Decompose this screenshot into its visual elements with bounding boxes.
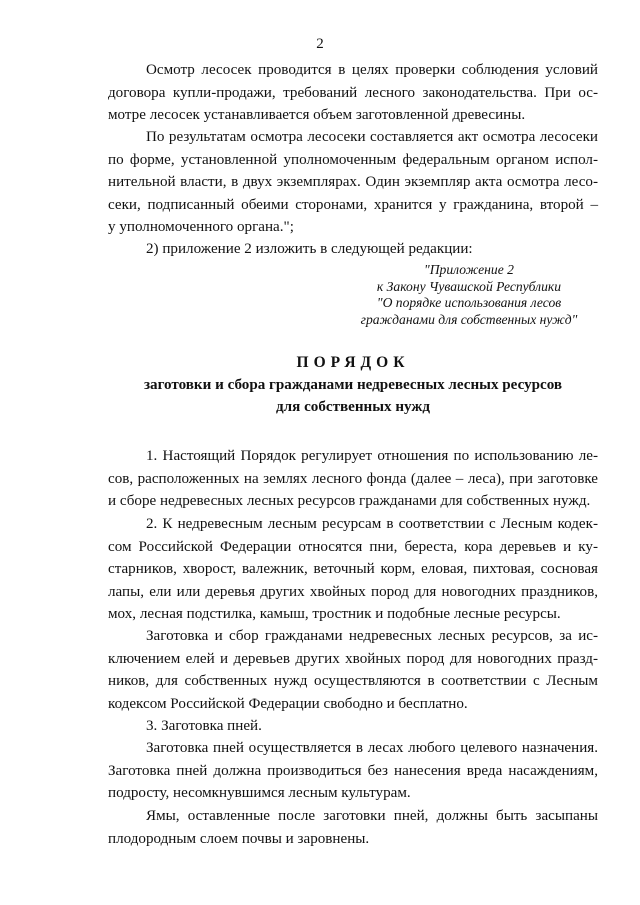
paragraph-inspection-act: [108, 126, 598, 239]
text-line: ключением елей и деревьев других хвойных пород для новогодних празд-: [108, 650, 598, 667]
annex-line: к Закону Чувашской Республики: [376, 278, 562, 294]
text-line: лапы, ели или деревья других хвойных пород для новогодних праздников,: [108, 583, 598, 600]
text-line: Ямы, оставленные после заготовки пней, должны быть засыпаны: [146, 808, 598, 824]
text-line: сом Российской Федерации относятся пни, береста, кора деревьев и ку-: [108, 538, 598, 555]
text-line: подросту, несомкнувшимся лесным культурам.: [108, 785, 411, 801]
paragraph-resources-list: [108, 513, 598, 626]
text-line: мотре лесосек устанавливается объем заготовленной древесины.: [108, 107, 526, 123]
paragraph-annex-instruction: [108, 238, 598, 261]
text-line: 3. Заготовка пней.: [146, 718, 262, 734]
text-line: и сборе недревесных лесных ресурсов гражданами для собственных нужд.: [108, 493, 591, 509]
annex-line: "О порядке использования лесов: [376, 295, 562, 311]
text-line: мох, лесная подстилка, камыш, тростник и подобные лесные ресурсы.: [108, 606, 561, 622]
page-number: 2: [316, 36, 324, 52]
paragraph-free-harvest: [108, 625, 598, 715]
document-heading-subtitle: заготовки и сбора гражданами недревесных лесных ресурсов: [143, 377, 563, 393]
text-line: 2. К недревесным лесным ресурсам в соответствии с Лесным кодек-: [146, 516, 598, 532]
text-line: Заготовка пней должна производиться без нанесения вреда насаждениям,: [108, 762, 598, 779]
paragraph-inspection: [108, 59, 598, 127]
text-line: Заготовка и сбор гражданами недревесных лесных ресурсов, за ис-: [146, 628, 598, 644]
text-line: старников, хворост, валежник, веточный корм, еловая, пихтовая, сосновая: [108, 561, 598, 577]
text-line: 2) приложение 2 изложить в следующей редакции:: [146, 241, 473, 257]
paragraph-pits: [108, 805, 598, 850]
text-line: у уполномоченного органа.";: [108, 219, 294, 235]
paragraph-stumps-rules: [108, 737, 598, 805]
document-heading-subtitle: для собственных нужд: [276, 399, 430, 415]
annex-line: гражданами для собственных нужд": [360, 311, 578, 327]
text-line: плодородным слоем почвы и заровнены.: [108, 830, 370, 847]
annex-reference: [340, 262, 598, 328]
paragraph-stumps-heading: [108, 715, 598, 738]
text-line: 1. Настоящий Порядок регулирует отношения по использованию ле-: [146, 448, 598, 464]
text-line: Осмотр лесосек проводится в целях проверки соблюдения условий: [146, 62, 598, 78]
document-heading-title: ПОРЯДОК: [296, 354, 410, 371]
text-line: договора купли-продажи, требований лесного законодательства. При ос-: [108, 84, 598, 101]
text-line: секи, подписанный обеими сторонами, хранится у гражданина, второй –: [108, 196, 598, 213]
text-line: по форме, установленной уполномоченным федеральным органом испол-: [108, 151, 598, 168]
paragraph-scope: [108, 445, 598, 513]
text-line: По результатам осмотра лесосеки составляется акт осмотра лесосеки: [146, 129, 598, 145]
text-line: кодексом Российской Федерации свободно и бесплатно.: [108, 695, 468, 712]
annex-line: "Приложение 2: [424, 262, 514, 277]
text-line: Заготовка пней осуществляется в лесах любого целевого назначения.: [146, 740, 598, 756]
text-line: сов, расположенных на землях лесного фонда (далее – леса), при заготовке: [108, 470, 598, 487]
text-line: ников, для собственных нужд осуществляются в соответствии с Лесным: [108, 673, 598, 689]
text-line: нительной власти, в двух экземплярах. Один экземпляр акта осмотра лесо-: [108, 174, 598, 190]
